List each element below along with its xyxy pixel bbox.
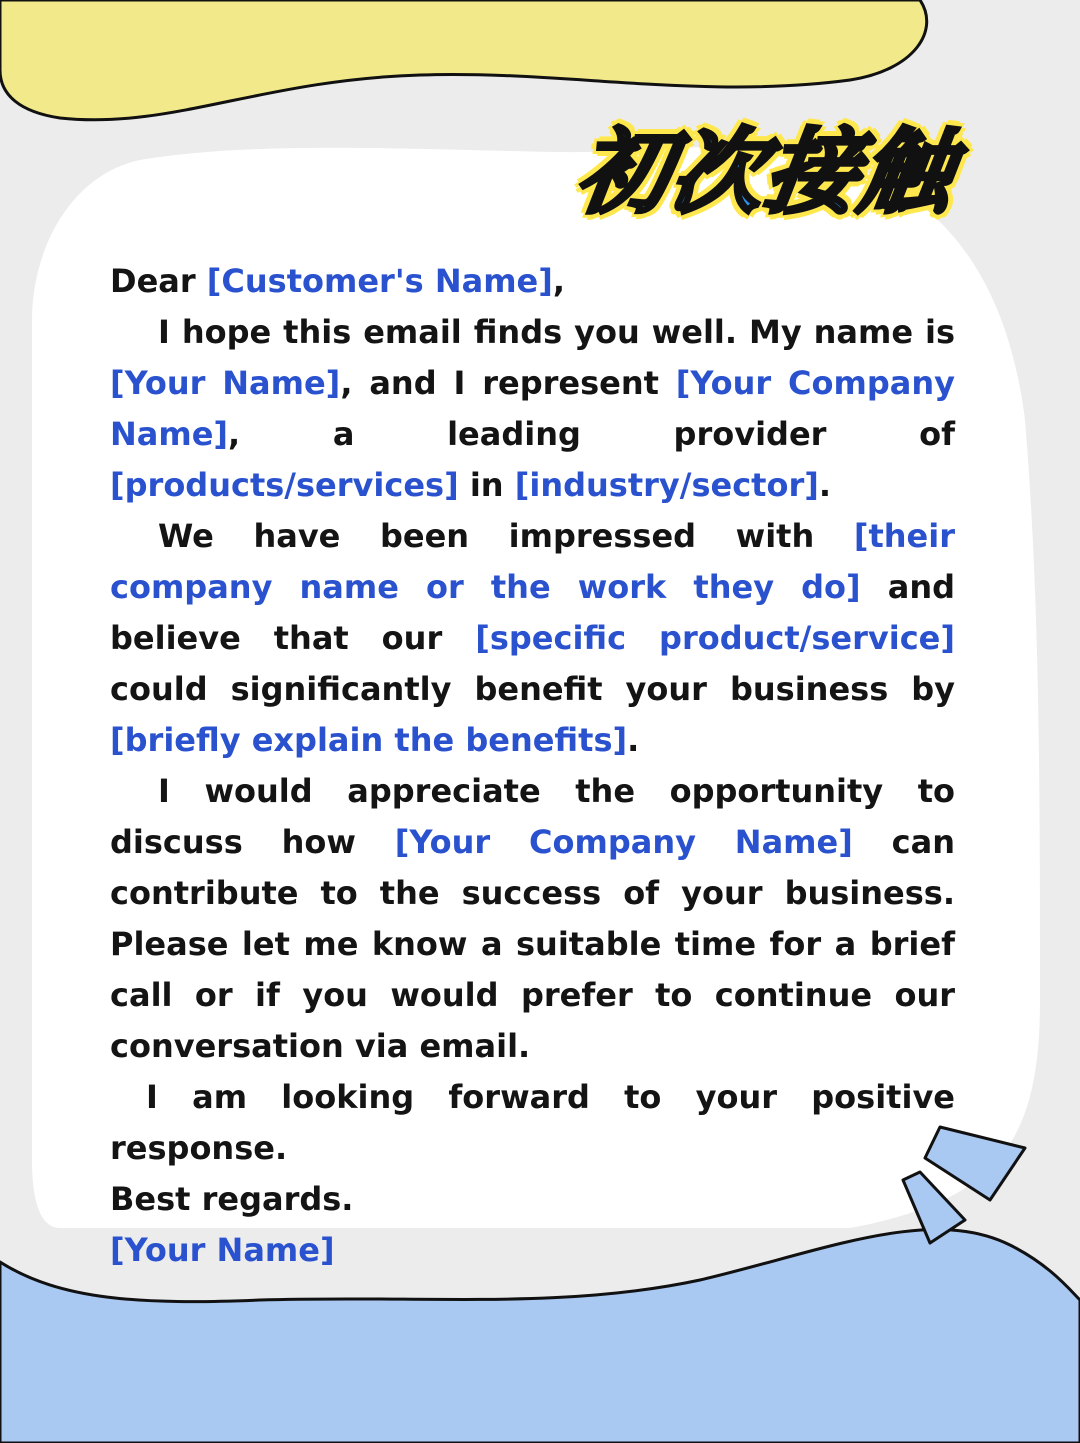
salutation-prefix: Dear [110, 262, 207, 300]
industry-sector-placeholder: [industry/sector] [514, 466, 819, 504]
pitch-text-4: . [627, 721, 640, 759]
customer-name-placeholder: [Customer's Name] [206, 262, 553, 300]
intro-text-3: , a leading provider of [228, 415, 955, 453]
paragraph-request [110, 766, 955, 1072]
product-service-placeholder: [specific product/service] [475, 619, 956, 657]
company-name-placeholder: [Your Company Name] [110, 364, 956, 453]
signature-placeholder: [Your Name] [110, 1231, 335, 1269]
paragraph-intro [110, 307, 955, 511]
pitch-text-3: could significantly benefit your business by [110, 670, 955, 708]
paragraph-pitch [110, 511, 955, 766]
intro-text-5: . [818, 466, 832, 504]
salutation [110, 256, 955, 307]
your-name-placeholder: [Your Name] [110, 364, 341, 402]
page-title: 初次接触 [570, 119, 962, 226]
salutation-suffix: , [552, 262, 566, 300]
intro-text-2: , and I represent [340, 364, 676, 402]
benefits-placeholder: [briefly explain the benefits] [110, 721, 628, 759]
email-letter [110, 256, 955, 1276]
intro-text-1: I hope this email finds you well. My name is [158, 313, 955, 351]
company-name-placeholder-2: [Your Company Name] [394, 823, 853, 861]
pitch-text-1: We have been impressed with [158, 517, 854, 555]
closing: Best regards. [110, 1180, 354, 1218]
paragraph-closing-line: I am looking forward to your positive response. [110, 1078, 955, 1167]
products-services-placeholder: [products/services] [110, 466, 459, 504]
request-text-1: I would appreciate the opportunity to discuss how [110, 772, 955, 861]
pitch-text-2: and believe that our [110, 568, 955, 657]
intro-text-4: in [458, 466, 515, 504]
their-company-placeholder: [their company name or the work they do] [110, 517, 955, 606]
request-text-2: can contribute to the success of your business. Please let me know a suitable time for a brief call or if you would prefer to continue our conversation via email. [110, 823, 956, 1065]
